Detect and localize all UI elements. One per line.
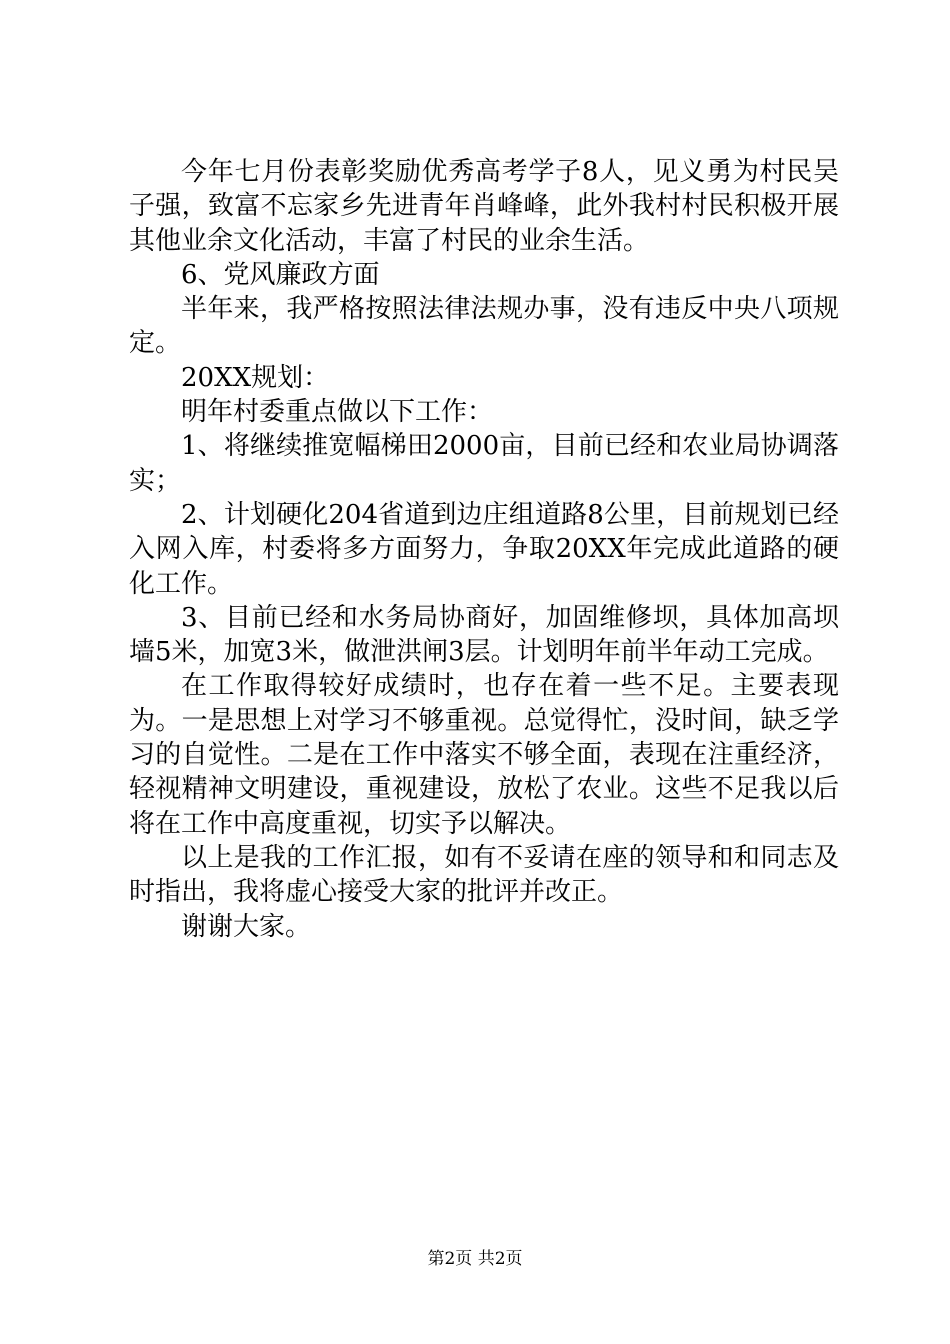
paragraph-law-compliance: 半年来，我严格按照法律法规办事，没有违反中央八项规定。 — [129, 294, 839, 359]
heading-party-conduct: 6、党风廉政方面 — [181, 259, 380, 290]
plan-item-2: 2、计划硬化204省道到边庄组道路8公里，目前规划已经入网入库，村委将多方面努力，争取20XX年完成此道路的硬化工作。 — [129, 499, 839, 599]
paragraph-closing: 以上是我的工作汇报，如有不妥请在座的领导和和同志及时指出，我将虚心接受大家的批评并改正。 — [129, 842, 839, 908]
page-footer: 第2页 共2页 — [427, 1249, 523, 1269]
document-body — [129, 155, 839, 944]
paragraph-thanks: 谢谢大家。 — [181, 911, 312, 942]
paragraph-awards: 今年七月份表彰奖励优秀高考学子8人，见义勇为村民吴子强，致富不忘家乡先进青年肖峰峰，此外我村村民积极开展其他业余文化活动，丰富了村民的业余生活。 — [129, 157, 839, 256]
paragraph-plan-intro: 明年村委重点做以下工作： — [181, 397, 494, 428]
paragraph-shortcomings: 在工作取得较好成绩时，也存在着一些不足。主要表现为。一是思想上对学习不够重视。总觉得忙，没时间，缺乏学习的自觉性。二是在工作中落实不够全面，表现在注重经济，轻视精神文明建设，重视建设，放松了农业。这些不足我以后将在工作中高度重视，切实予以解决。 — [129, 671, 839, 839]
plan-item-3: 3、目前已经和水务局协商好，加固维修坝，具体加高坝墙5米，加宽3米，做泄洪闸3层。计划明年前半年动工完成。 — [129, 602, 839, 668]
plan-item-1: 1、将继续推宽幅梯田2000亩，目前已经和农业局协调落实； — [129, 431, 839, 496]
heading-plan: 20XX规划： — [181, 362, 330, 393]
